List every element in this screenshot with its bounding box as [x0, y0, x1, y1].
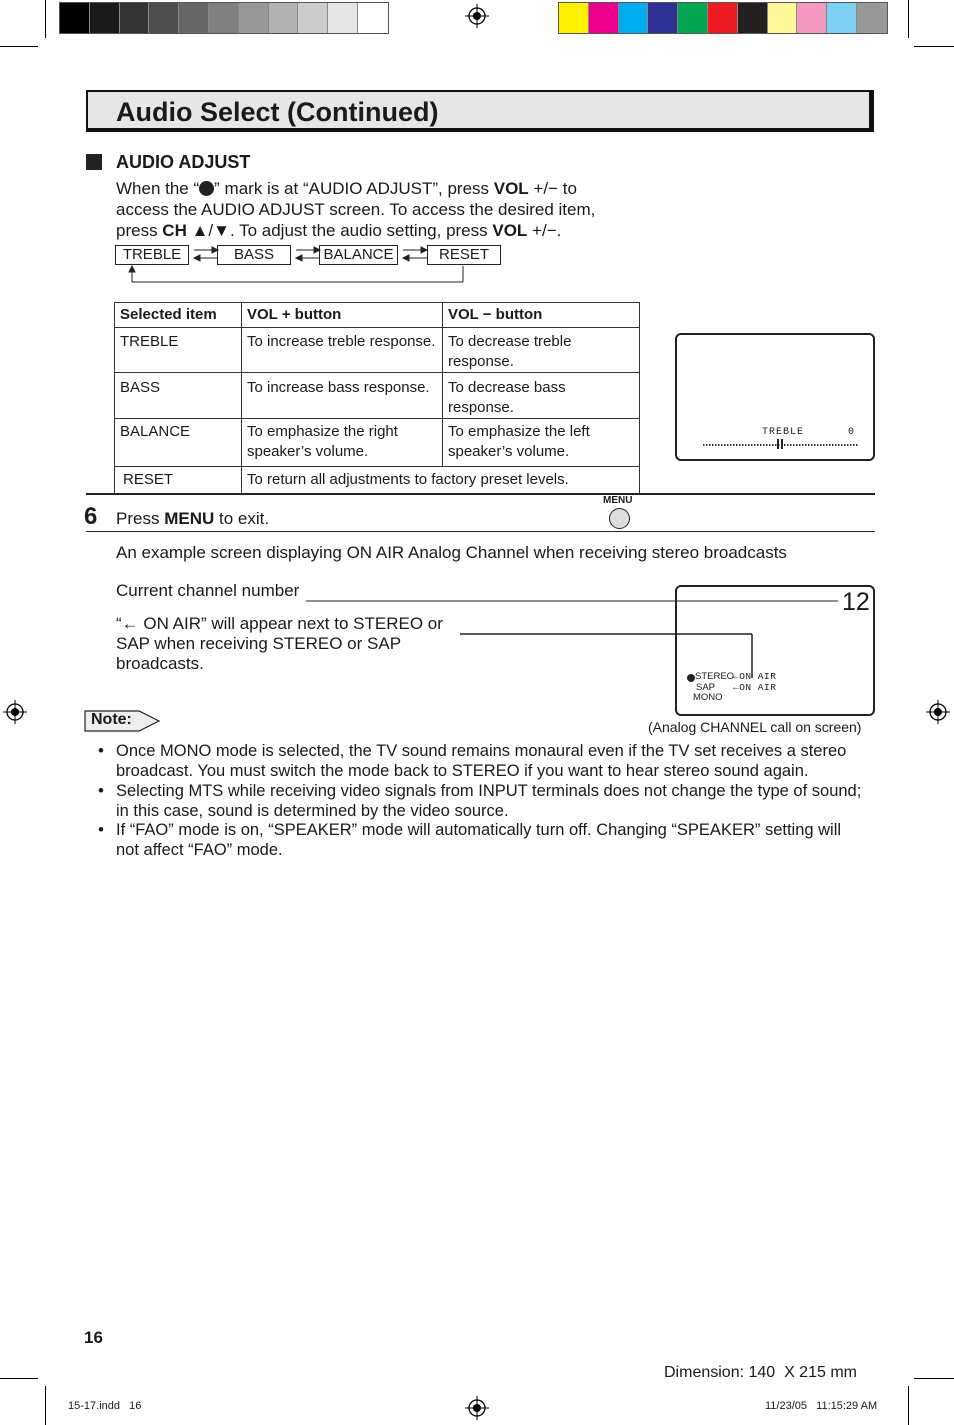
registration-mark-icon	[926, 700, 950, 724]
table-cell: To emphasize the left speaker’s volume.	[443, 419, 640, 467]
color-swatch	[298, 3, 328, 33]
table-cell: To decrease bass response.	[443, 373, 640, 419]
crop-mark	[0, 46, 38, 47]
treble-level-bar	[703, 438, 858, 450]
color-swatch	[179, 3, 209, 33]
color-swatch	[209, 3, 239, 33]
table-row	[115, 419, 640, 467]
flow-item-balance: BALANCE	[319, 245, 398, 265]
flow-arrows-icon	[110, 242, 510, 287]
section-bullet-icon	[86, 154, 102, 170]
file-name: 15-17.indd 16	[68, 1400, 142, 1412]
step-6-text: Press MENU to exit.	[116, 509, 270, 528]
color-swatch	[768, 3, 798, 33]
bullet-icon: •	[98, 781, 104, 800]
table-header-row	[115, 303, 640, 328]
channel-number-label: Current channel number	[116, 581, 300, 600]
color-swatch	[149, 3, 179, 33]
table-row	[115, 467, 640, 494]
color-swatch	[797, 3, 827, 33]
color-swatch	[589, 3, 619, 33]
instruction-line-2: access the AUDIO ADJUST screen. To access the desired item,	[116, 200, 596, 219]
crop-mark	[908, 1386, 909, 1425]
table-cell: BASS	[115, 373, 242, 419]
table-cell: RESET	[115, 467, 242, 494]
table-cell: To increase treble response.	[242, 328, 443, 373]
note-item: Once MONO mode is selected, the TV sound remains monaural even if the TV set receives a stereo broadcast. You must switch the mode back to STEREO if you want to hear stereo sound again.	[116, 742, 847, 780]
menu-button-label: MENU	[603, 495, 633, 506]
table-header: VOL + button	[242, 303, 443, 328]
section-heading: AUDIO ADJUST	[116, 152, 251, 172]
gray-calibration-bar	[59, 2, 389, 34]
table-cell: TREBLE	[115, 328, 242, 373]
flow-item-reset: RESET	[427, 245, 501, 265]
crop-mark	[45, 0, 46, 38]
audio-adjust-table	[114, 302, 640, 494]
callout-lines	[300, 595, 840, 685]
color-swatch	[738, 3, 768, 33]
section-divider	[86, 531, 875, 532]
bullet-icon: •	[98, 741, 104, 760]
instruction-line-1: When the “ ” mark is at “AUDIO ADJUST”, press VOL +/− to	[116, 179, 577, 198]
flow-item-bass: BASS	[217, 245, 291, 265]
registration-mark-icon	[3, 700, 27, 724]
table-cell: To emphasize the right speaker’s volume.	[242, 419, 443, 467]
note-item: Selecting MTS while receiving video signals from INPUT terminals does not change the type of sound; in this case, sound is determined by the video source.	[116, 782, 862, 820]
table-cell: BALANCE	[115, 419, 242, 467]
bullet-icon: •	[98, 820, 104, 839]
registration-mark-icon	[465, 4, 489, 28]
color-swatch	[120, 3, 150, 33]
crop-mark	[0, 1378, 38, 1379]
color-swatch	[708, 3, 738, 33]
print-timestamp: 11/23/05 11:15:29 AM	[765, 1400, 878, 1412]
color-swatch	[559, 3, 589, 33]
treble-screen-value: 0	[848, 427, 855, 438]
color-swatch	[857, 3, 887, 33]
crop-mark	[914, 1378, 954, 1379]
color-swatch	[60, 3, 90, 33]
crop-mark	[45, 1386, 46, 1425]
treble-screen-label: TREBLE	[762, 427, 805, 438]
color-swatch	[90, 3, 120, 33]
table-row	[115, 328, 640, 373]
table-header: Selected item	[115, 303, 242, 328]
color-swatch	[358, 3, 388, 33]
table-cell: To increase bass response.	[242, 373, 443, 419]
example-caption: An example screen displaying ON AIR Analog Channel when receiving stereo broadcasts	[116, 543, 787, 562]
color-swatch	[328, 3, 358, 33]
flow-item-treble: TREBLE	[115, 245, 189, 265]
table-row	[115, 373, 640, 419]
color-swatch	[269, 3, 299, 33]
color-swatch	[678, 3, 708, 33]
page-number: 16	[84, 1328, 103, 1347]
color-swatch	[619, 3, 649, 33]
page-title: Audio Select (Continued)	[116, 97, 439, 127]
screen-caption: (Analog CHANNEL call on screen)	[648, 719, 862, 735]
color-swatch	[827, 3, 857, 33]
note-label: Note:	[91, 711, 132, 728]
screen-onair-text: ←ON AIR ←ON AIR	[733, 671, 777, 693]
table-header: VOL − button	[443, 303, 640, 328]
screen-channel-number: 12	[842, 588, 870, 616]
crop-mark	[914, 46, 954, 47]
page-title-bar	[86, 90, 874, 132]
treble-screen	[675, 333, 875, 461]
menu-button[interactable]	[609, 508, 630, 529]
screen-mode-list: STEREO SAP MONO	[693, 671, 735, 703]
color-swatch	[648, 3, 678, 33]
marker-dot-icon	[199, 181, 214, 196]
section-divider	[86, 493, 875, 495]
table-cell: To return all adjustments to factory preset levels.	[242, 467, 640, 494]
note-item: If “FAO” mode is on, “SPEAKER” mode will automatically turn off. Changing “SPEAKER” setting will not affect “FAO” mode.	[116, 821, 842, 859]
dimension-note: Dimension: 140 X 215 mm	[664, 1364, 857, 1381]
instruction-line-3: press CH ▲/▼. To adjust the audio setting, press VOL +/−.	[116, 221, 562, 240]
table-cell: To decrease treble response.	[443, 328, 640, 373]
registration-mark-icon	[465, 1396, 489, 1420]
step-number: 6	[84, 503, 98, 530]
crop-mark	[908, 0, 909, 38]
onair-description: “← ON AIR” will appear next to STEREO or SAP when receiving STEREO or SAP broadcasts.	[116, 614, 443, 673]
color-calibration-bar	[558, 2, 888, 34]
color-swatch	[239, 3, 269, 33]
